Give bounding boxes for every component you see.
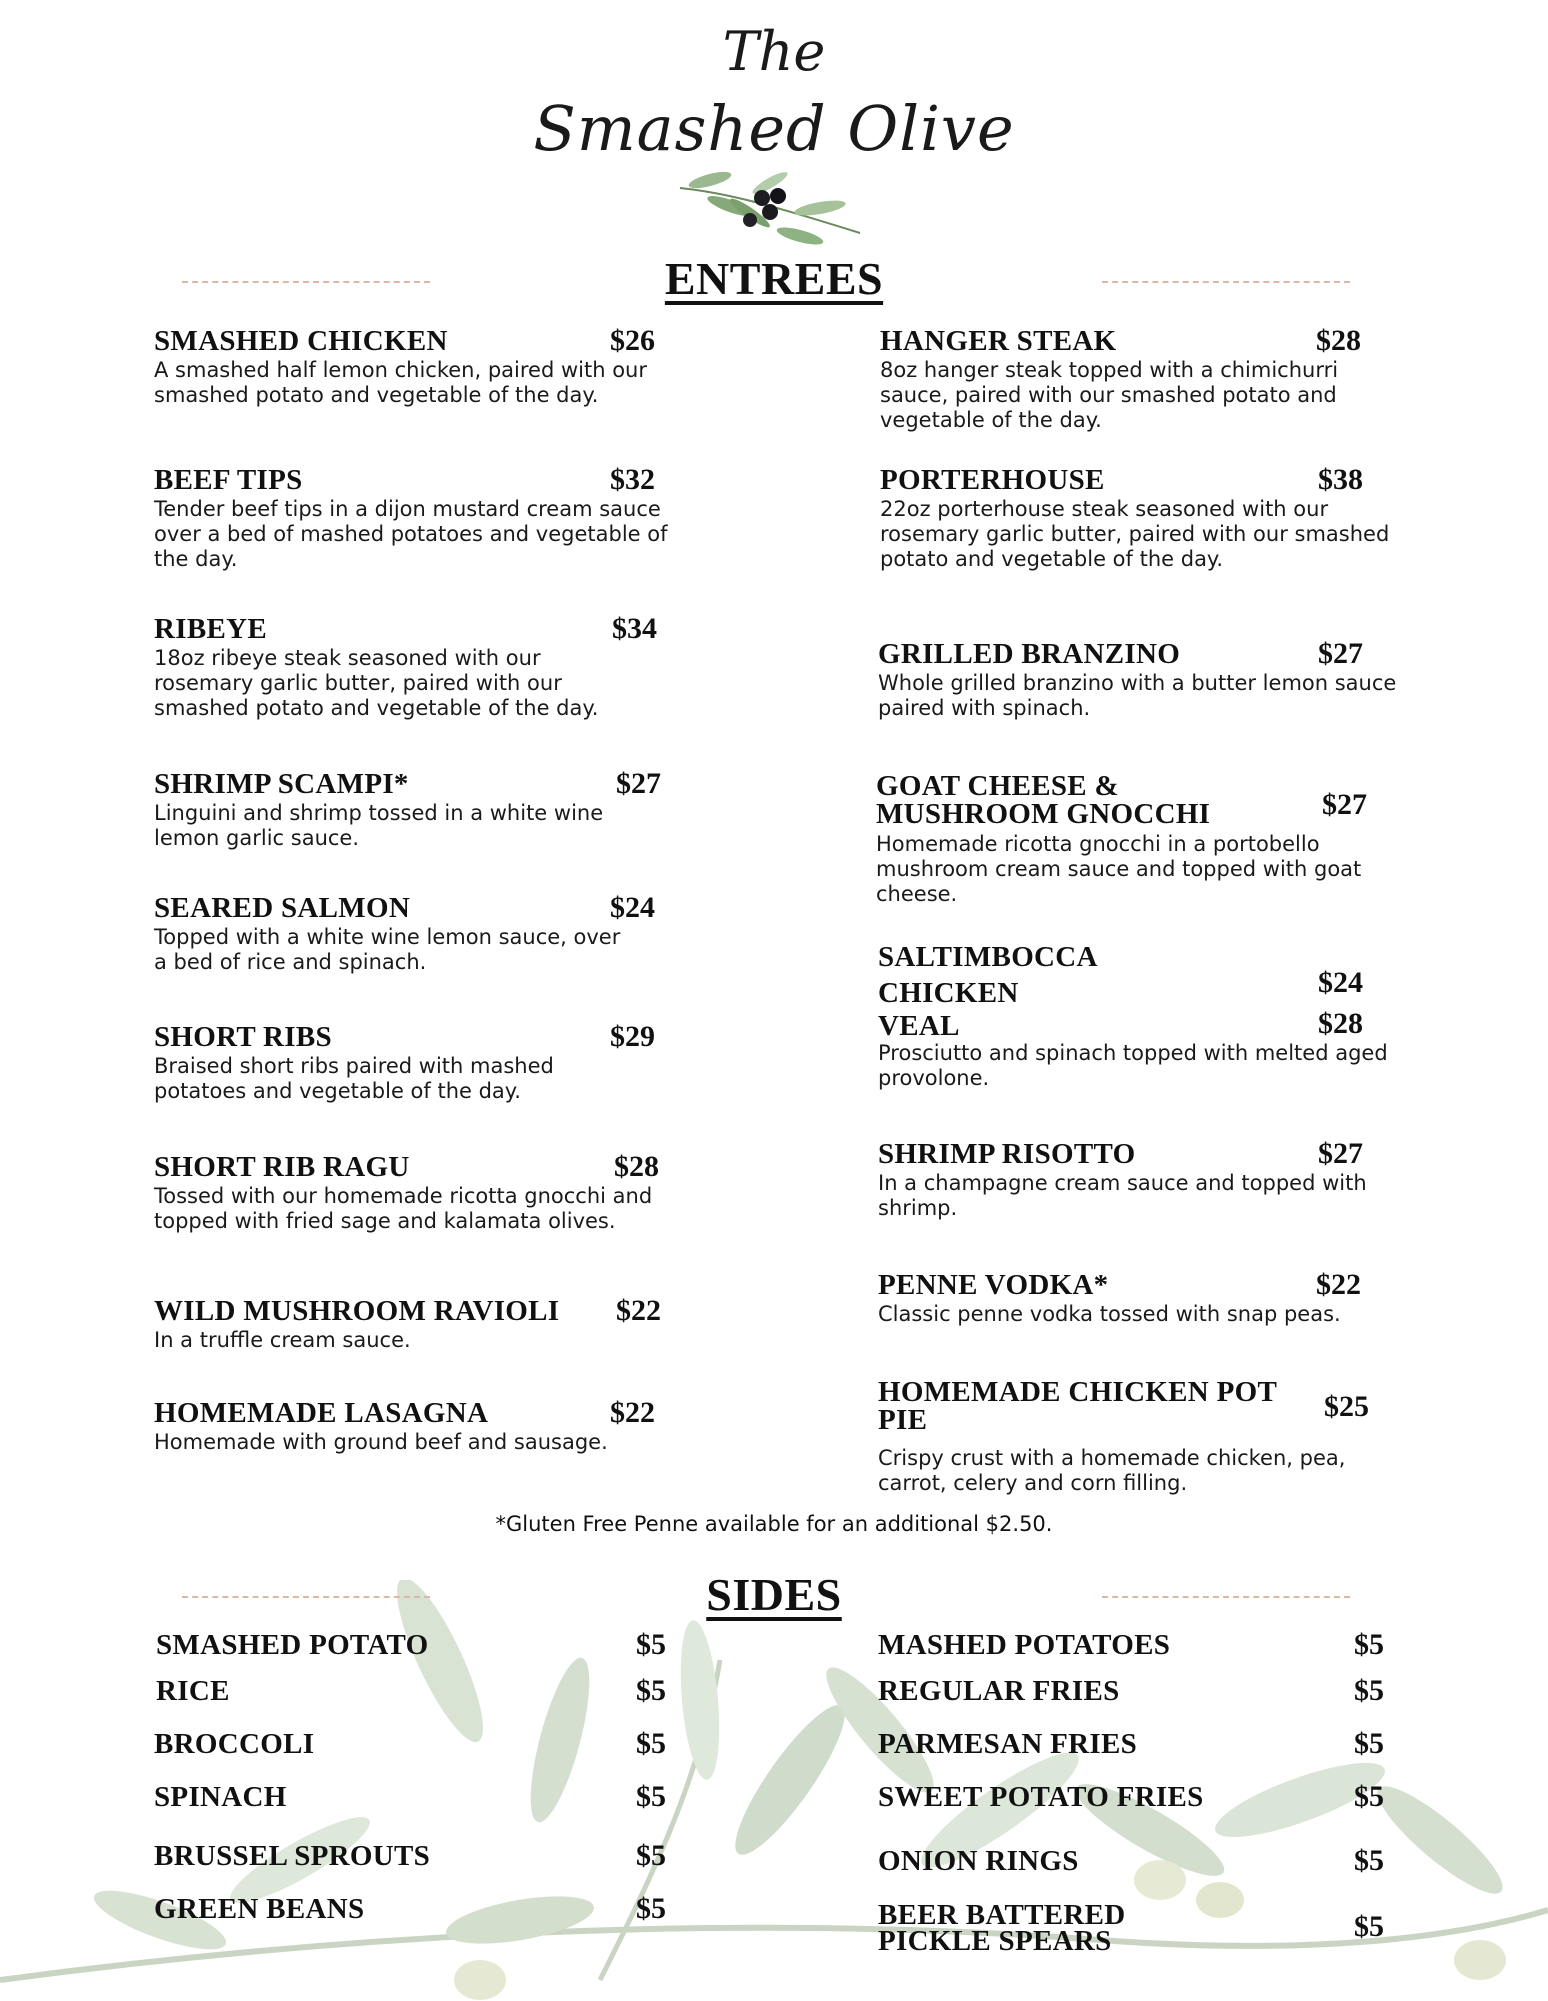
entree-description: Whole grilled branzino with a butter lemon sauce paired with spinach.	[878, 671, 1397, 720]
olive-sprig-icon	[670, 158, 870, 248]
entree-description: 8oz hanger steak topped with a chimichurri sauce, paired with our smashed potato and vegetable of the day.	[880, 358, 1339, 432]
side-name: ONION RINGS	[878, 1845, 1079, 1877]
entree-name: SHORT RIB RAGU	[154, 1151, 410, 1183]
side-name: SMASHED POTATO	[156, 1629, 429, 1661]
entree-item	[154, 1150, 674, 1234]
side-price: $5	[636, 1780, 666, 1813]
entree-description: Crispy crust with a homemade chicken, pea, carrot, celery and corn filling.	[878, 1446, 1346, 1495]
gluten-free-note: *Gluten Free Penne available for an additional $2.50.	[495, 1512, 1053, 1536]
entree-item	[154, 612, 674, 721]
entree-price: $34	[612, 612, 657, 645]
entree-price: $28	[614, 1150, 659, 1183]
entree-price: $27	[1318, 1137, 1363, 1170]
sides-heading: SIDES	[706, 1569, 842, 1620]
entree-item	[154, 891, 674, 975]
side-price: $5	[1354, 1844, 1384, 1877]
entree-description: Linguini and shrimp tossed in a white wine lemon garlic sauce.	[154, 801, 604, 850]
side-name: SPINACH	[154, 1781, 287, 1813]
side-name: GREEN BEANS	[154, 1893, 365, 1925]
entree-variant-name: VEAL	[878, 1010, 960, 1042]
entree-variant-name: CHICKEN	[878, 977, 1019, 1009]
side-price: $5	[636, 1727, 666, 1760]
entree-item	[154, 324, 674, 408]
side-price: $5	[1354, 1674, 1384, 1707]
entree-description: 18oz ribeye steak seasoned with our rosemary garlic butter, paired with our smashed potato and vegetable of the day.	[154, 646, 599, 720]
entree-item	[876, 772, 1396, 907]
side-price: $5	[1354, 1727, 1384, 1760]
entree-price: $38	[1318, 463, 1363, 496]
entree-name: SALTIMBOCCA	[878, 941, 1098, 973]
side-name: PARMESAN FRIES	[878, 1728, 1138, 1760]
entree-item	[154, 1294, 674, 1353]
entree-name: HOMEMADE CHICKEN POT PIE	[878, 1376, 1277, 1436]
entree-name: SHRIMP RISOTTO	[878, 1138, 1136, 1170]
entree-item	[154, 767, 674, 851]
entree-description: Tender beef tips in a dijon mustard cream sauce over a bed of mashed potatoes and vegetable of the day.	[154, 497, 668, 571]
entree-description: In a truffle cream sauce.	[154, 1328, 411, 1352]
entree-price: $22	[1316, 1268, 1361, 1301]
side-price: $5	[636, 1628, 666, 1661]
entree-price: $27	[1318, 637, 1363, 670]
entree-description: Braised short ribs paired with mashed potatoes and vegetable of the day.	[154, 1054, 554, 1103]
entree-name: SHORT RIBS	[154, 1021, 332, 1053]
entree-description: Topped with a white wine lemon sauce, over a bed of rice and spinach.	[154, 925, 621, 974]
entree-name: SHRIMP SCAMPI*	[154, 768, 409, 800]
side-price: $5	[636, 1839, 666, 1872]
side-price: $5	[1354, 1780, 1384, 1813]
side-name: MASHED POTATOES	[878, 1629, 1171, 1661]
side-name: REGULAR FRIES	[878, 1675, 1120, 1707]
entree-price: $32	[610, 463, 655, 496]
entree-price: $24	[610, 891, 655, 924]
entree-name: GOAT CHEESE & MUSHROOM GNOCCHI	[876, 770, 1211, 830]
side-price: $5	[1354, 1628, 1384, 1661]
entrees-heading: ENTREES	[664, 253, 884, 304]
entree-price: $26	[610, 324, 655, 357]
entree-name: PENNE VODKA*	[878, 1269, 1109, 1301]
side-name: SWEET POTATO FRIES	[878, 1781, 1204, 1813]
entree-item	[880, 463, 1400, 572]
entree-variant-price: $24	[1318, 966, 1363, 999]
entree-name: SEARED SALMON	[154, 892, 411, 924]
entree-description: A smashed half lemon chicken, paired with our smashed potato and vegetable of the day.	[154, 358, 647, 407]
entree-item	[154, 1020, 674, 1104]
entree-item	[154, 1396, 674, 1455]
side-price: $5	[636, 1892, 666, 1925]
entree-item	[878, 1378, 1398, 1496]
entree-name: HOMEMADE LASAGNA	[154, 1397, 489, 1429]
entree-name: BEEF TIPS	[154, 464, 303, 496]
entree-item	[154, 463, 674, 572]
side-price: $5	[636, 1674, 666, 1707]
side-price: $5	[1354, 1910, 1384, 1943]
entree-description: Tossed with our homemade ricotta gnocchi and topped with fried sage and kalamata olives.	[154, 1184, 653, 1233]
side-name: BRUSSEL SPROUTS	[154, 1840, 431, 1872]
entree-description: Homemade with ground beef and sausage.	[154, 1430, 608, 1454]
entree-price: $22	[610, 1396, 655, 1429]
entree-price: $27	[1322, 788, 1367, 821]
entree-price: $28	[1316, 324, 1361, 357]
logo-restaurant-name: Smashed Olive	[533, 92, 1015, 165]
entree-description: Prosciutto and spinach topped with melted aged provolone.	[878, 1041, 1388, 1090]
entree-name: WILD MUSHROOM RAVIOLI	[154, 1295, 560, 1327]
entree-description: In a champagne cream sauce and topped with shrimp.	[878, 1171, 1367, 1220]
side-name: BEER BATTERED PICKLE SPEARS	[878, 1899, 1126, 1957]
entree-item-saltimbocca	[878, 940, 1398, 1091]
entree-description: Homemade ricotta gnocchi in a portobello mushroom cream sauce and topped with goat cheese.	[876, 832, 1362, 906]
entree-price: $22	[616, 1294, 661, 1327]
logo-line-the: The	[722, 20, 826, 83]
entree-price: $25	[1324, 1390, 1369, 1423]
entree-description: Classic penne vodka tossed with snap peas.	[878, 1302, 1341, 1326]
entree-item	[878, 1137, 1398, 1221]
entree-name: GRILLED BRANZINO	[878, 638, 1181, 670]
entree-price: $27	[616, 767, 661, 800]
entree-price: $29	[610, 1020, 655, 1053]
entree-name: SMASHED CHICKEN	[154, 325, 448, 357]
entree-name: HANGER STEAK	[880, 325, 1117, 357]
entree-description: 22oz porterhouse steak seasoned with our rosemary garlic butter, paired with our smashed potato and vegetable of the day.	[880, 497, 1390, 571]
entree-item	[880, 324, 1400, 433]
entree-variant-price: $28	[1318, 1007, 1363, 1040]
side-name: RICE	[156, 1675, 230, 1707]
entree-name: RIBEYE	[154, 613, 267, 645]
entree-name: PORTERHOUSE	[880, 464, 1105, 496]
side-name: BROCCOLI	[154, 1728, 315, 1760]
entree-item	[878, 637, 1398, 721]
entree-item	[878, 1268, 1398, 1327]
